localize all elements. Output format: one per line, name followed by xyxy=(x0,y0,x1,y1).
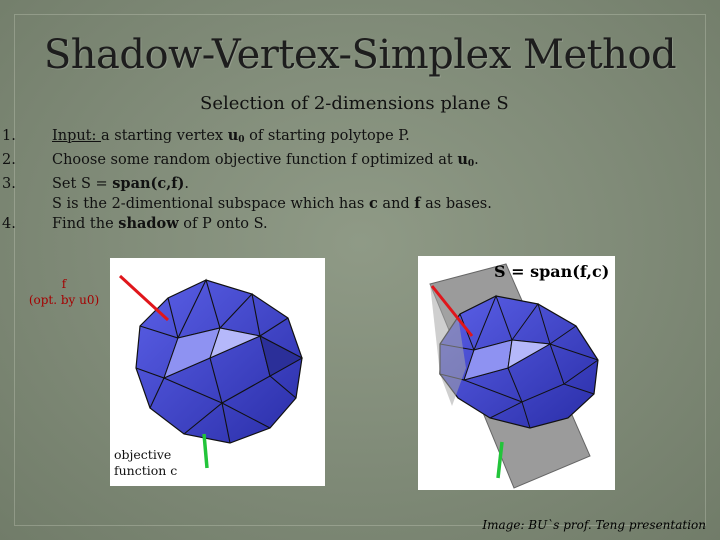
step-bold: u xyxy=(457,151,468,168)
step-text: a starting vertex xyxy=(101,128,228,144)
step-bold-2: f xyxy=(414,195,421,212)
f-label xyxy=(24,276,104,308)
step-number: 4. xyxy=(2,216,16,232)
f-label-note: (opt. by u0) xyxy=(28,293,100,307)
list-item xyxy=(0,150,700,174)
step-text: S is the 2-dimentional subspace which has xyxy=(52,196,369,212)
list-item xyxy=(0,194,700,214)
step-text: Choose some random objective function f optimized at xyxy=(52,152,458,168)
step-subscript: 0 xyxy=(238,135,245,145)
polytope-plane-illustration xyxy=(418,256,615,490)
step-text: Set S = xyxy=(52,176,113,192)
subtitle: Selection of 2-dimensions plane S xyxy=(200,93,509,114)
step-prefix: Input: xyxy=(52,128,102,144)
step-subscript: 0 xyxy=(467,159,475,169)
c-arrow xyxy=(204,434,207,468)
step-list xyxy=(0,126,700,234)
step-number: 3. xyxy=(2,176,16,192)
step-post: . xyxy=(184,176,189,192)
list-item xyxy=(0,126,700,150)
s-label: S = span(f,c) xyxy=(494,262,610,281)
step-bold: shadow xyxy=(118,215,179,232)
c-label xyxy=(114,447,177,479)
step-post: as bases. xyxy=(420,196,492,212)
step-number: 2. xyxy=(2,152,16,168)
list-item xyxy=(0,174,700,194)
image-credit: Image: BU`s prof. Teng presentation xyxy=(482,518,706,532)
step-bold: c xyxy=(368,195,378,212)
step-bold: span(c,f) xyxy=(112,175,185,192)
polytope-plane-image xyxy=(418,256,615,490)
page-title: Shadow-Vertex-Simplex Method xyxy=(43,32,677,78)
step-number: 1. xyxy=(2,128,16,144)
list-item xyxy=(0,214,700,234)
c-label-line2: function c xyxy=(114,463,178,478)
step-post: of P onto S. xyxy=(178,216,268,232)
step-post: of starting polytope P. xyxy=(244,128,410,144)
step-mid: and xyxy=(377,196,415,212)
f-arrow xyxy=(120,276,168,320)
step-post: . xyxy=(474,152,479,168)
step-text: Find the xyxy=(52,216,119,232)
f-label-text: f xyxy=(61,277,67,291)
step-bold: u xyxy=(227,127,239,144)
c-label-line1: objective xyxy=(114,447,172,462)
